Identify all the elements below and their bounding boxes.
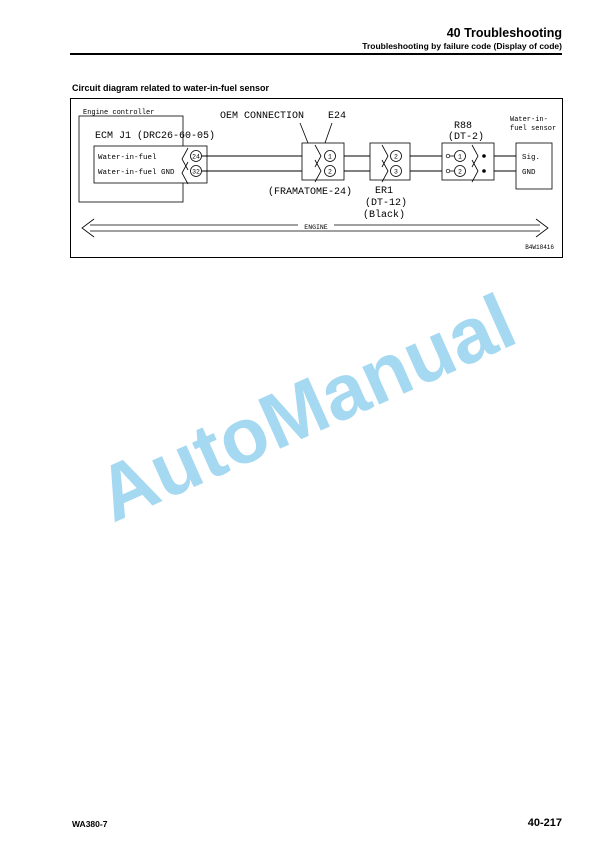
- sensor-label-line1: Water-in-: [510, 116, 548, 124]
- er1-connector-box: [370, 143, 410, 180]
- er1-pin-1: 2: [394, 153, 398, 161]
- ecm-pin-signal-2: Water-in-fuel GND: [98, 169, 175, 177]
- r88-type: (DT-2): [448, 132, 485, 143]
- engine-controller-label: Engine controller: [83, 109, 155, 117]
- ecm-pin-2: 32: [192, 168, 200, 176]
- section-title: Circuit diagram related to water-in-fuel sensor: [72, 83, 270, 93]
- oem-connection-label: OEM CONNECTION: [220, 111, 305, 122]
- er1-color: (Black): [363, 210, 406, 221]
- sensor-pin-2: GND: [522, 169, 536, 177]
- e24-label: E24: [328, 111, 347, 122]
- er1-label: ER1: [375, 186, 394, 197]
- ecm-label: ECM J1 (DRC26-60-05): [95, 131, 216, 142]
- r88-connector-box: [442, 143, 494, 180]
- chapter-subtitle: Troubleshooting by failure code (Display of code): [362, 41, 562, 51]
- header-rule: [70, 53, 562, 55]
- ecm-pin-1: 24: [192, 153, 200, 161]
- chapter-title: 40 Troubleshooting: [446, 26, 562, 40]
- ecm-pin-signal-1: Water-in-fuel: [98, 154, 157, 162]
- watermark-text: AutoManual: [95, 276, 528, 539]
- circuit-diagram: [70, 98, 563, 258]
- model-number: WA380-7: [72, 819, 108, 829]
- e24-pin-1: 1: [328, 153, 332, 161]
- watermark: [95, 255, 575, 575]
- sensor-box: [516, 143, 552, 189]
- e24-connector-box: [302, 143, 344, 180]
- drawing-code: B4W18416: [525, 244, 554, 251]
- er1-type: (DT-12): [365, 198, 408, 209]
- engine-label: ENGINE: [304, 224, 328, 231]
- r88-pin-2: 2: [458, 168, 462, 176]
- e24-pin-2: 2: [328, 168, 332, 176]
- framatome-label: (FRAMATOME-24): [268, 187, 353, 198]
- ecm-connector-box: [94, 146, 207, 183]
- r88-pin-1: 1: [458, 153, 462, 161]
- r88-label: R88: [454, 121, 473, 132]
- sensor-pin-1: Sig.: [522, 154, 541, 162]
- er1-pin-2: 3: [394, 168, 398, 176]
- page-number: 40-217: [527, 817, 562, 829]
- sensor-label-line2: fuel sensor: [510, 125, 557, 133]
